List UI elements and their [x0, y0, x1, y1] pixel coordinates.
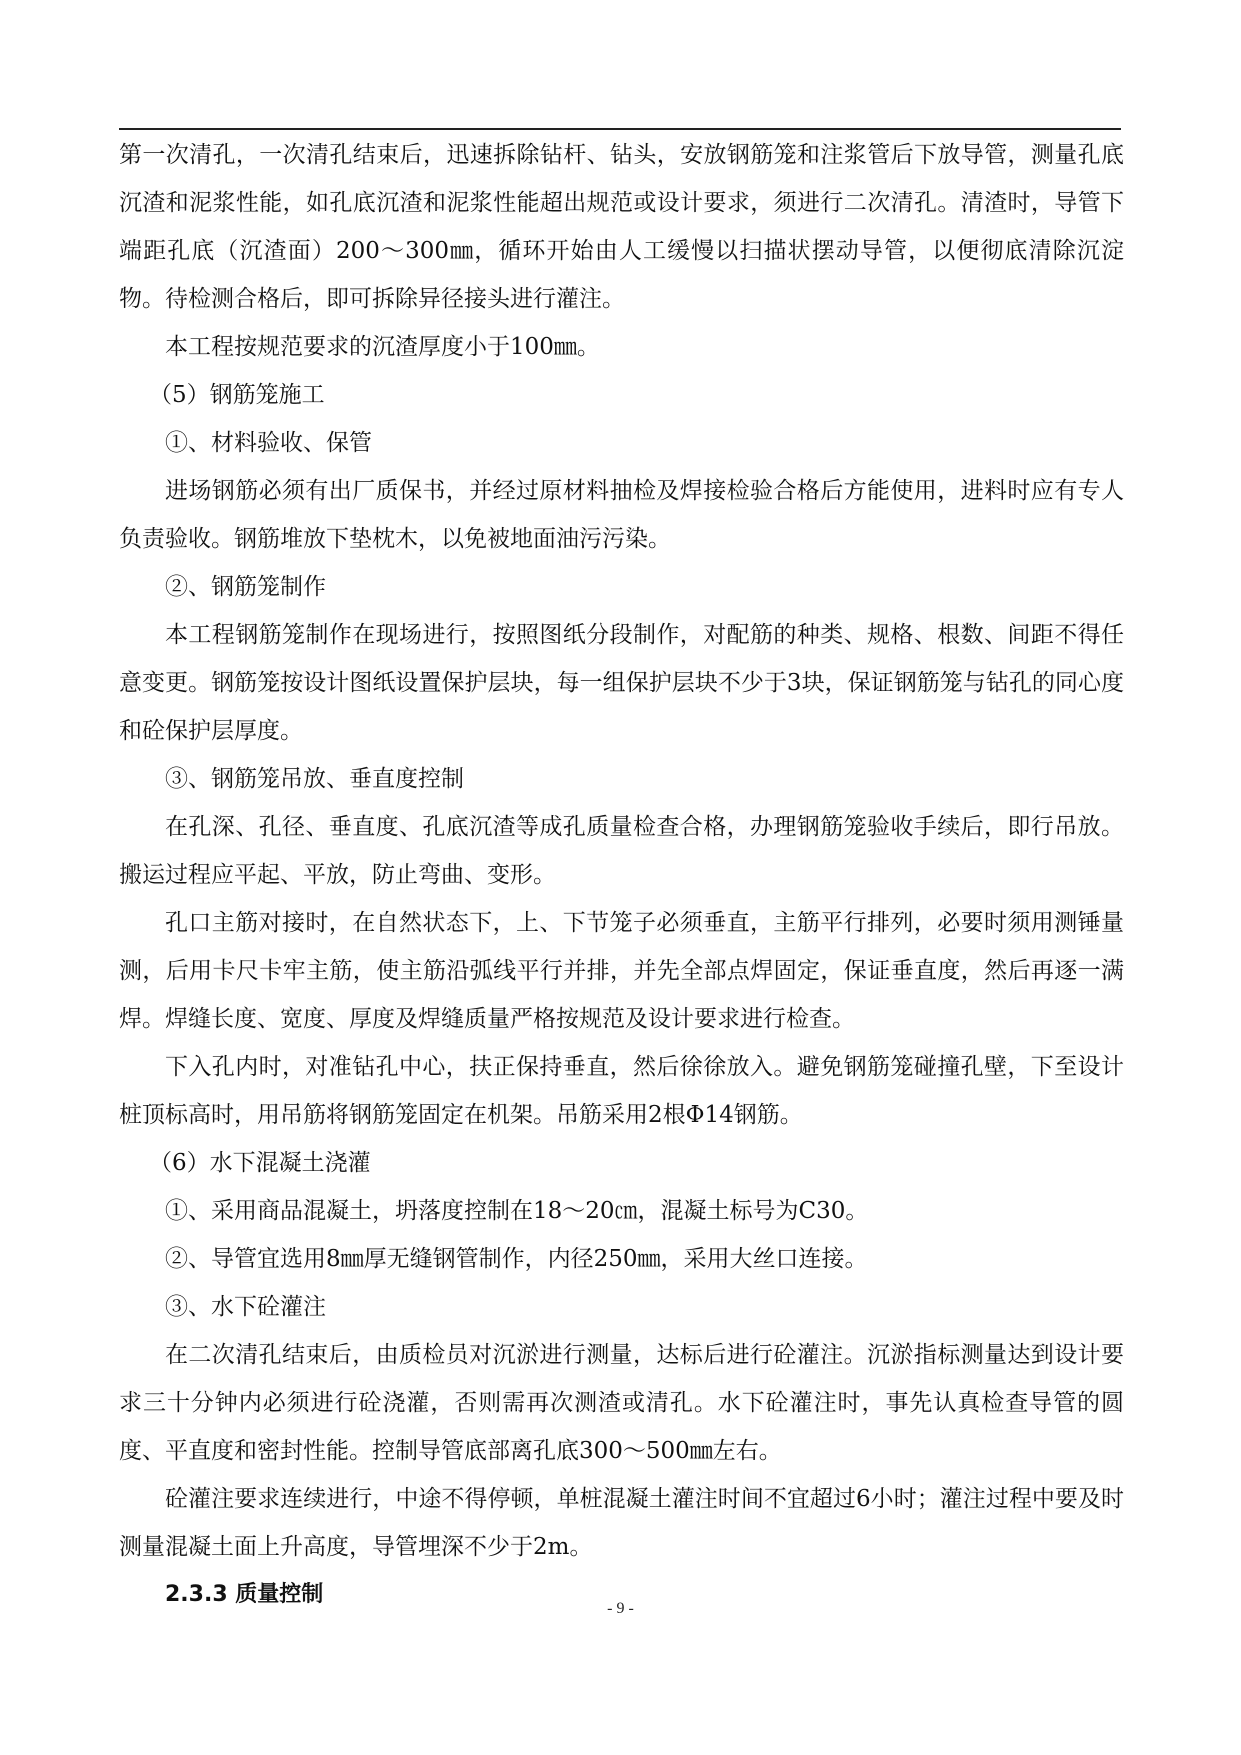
item-commercial-concrete: ①、采用商品混凝土，坍落度控制在18～20㎝，混凝土标号为C30。	[165, 1198, 869, 1224]
paragraph-continuation-first-cleaning: 第一次清孔，一次清孔结束后，迅速拆除钻杆、钻头，安放钢筋笼和注浆管后下放导管，测量孔底沉渣和泥浆性能，如孔底沉渣和泥浆性能超出规范或设计要求，须进行二次清孔。清渣时，导管下端距孔底（沉渣面）200～300㎜，循环开始由人工缓慢以扫描状摆动导管，以便彻底清除沉淀物。待检测合格后，即可拆除异径接头进行灌注。	[119, 142, 1124, 312]
item-heading-underwater-pouring: ③、水下砼灌注	[165, 1294, 326, 1320]
paragraph-sediment-thickness: 本工程按规范要求的沉渣厚度小于100㎜。	[165, 334, 600, 360]
page-number: - 9 -	[607, 1600, 634, 1617]
item-heading-cage-hoisting: ③、钢筋笼吊放、垂直度控制	[165, 766, 464, 792]
paragraph-material-acceptance: 进场钢筋必须有出厂质保书，并经过原材料抽检及焊接检验合格后方能使用，进料时应有专人负责验收。钢筋堆放下垫枕木，以免被地面油污污染。	[119, 478, 1124, 552]
header-rule	[119, 128, 1121, 130]
subheading-rebar-cage-construction: （5）钢筋笼施工	[149, 382, 325, 408]
paragraph-cage-fabrication: 本工程钢筋笼制作在现场进行，按照图纸分段制作，对配筋的种类、规格、根数、间距不得任意变更。钢筋笼按设计图纸设置保护层块，每一组保护层块不少于3块，保证钢筋笼与钻孔的同心度和砼保护层厚度。	[119, 622, 1124, 744]
item-tremie-pipe: ②、导管宜选用8㎜厚无缝钢管制作，内径250㎜，采用大丝口连接。	[165, 1246, 868, 1272]
paragraph-lowering-cage: 下入孔内时，对准钻孔中心，扶正保持垂直，然后徐徐放入。避免钢筋笼碰撞孔壁，下至设计桩顶标高时，用吊筋将钢筋笼固定在机架。吊筋采用2根Φ14钢筋。	[119, 1054, 1124, 1128]
paragraph-cage-hoisting: 在孔深、孔径、垂直度、孔底沉渣等成孔质量检查合格，办理钢筋笼验收手续后，即行吊放。搬运过程应平起、平放，防止弯曲、变形。	[119, 814, 1124, 888]
body-text	[119, 131, 1124, 1619]
item-heading-material-acceptance: ①、材料验收、保管	[165, 430, 372, 456]
paragraph-underwater-pouring: 在二次清孔结束后，由质检员对沉淤进行测量，达标后进行砼灌注。沉淤指标测量达到设计要求三十分钟内必须进行砼浇灌，否则需再次测渣或清孔。水下砼灌注时，事先认真检查导管的圆度、平直度和密封性能。控制导管底部离孔底300～500㎜左右。	[119, 1342, 1124, 1464]
subheading-underwater-concrete: （6）水下混凝土浇灌	[149, 1150, 371, 1176]
paragraph-main-bar-joint: 孔口主筋对接时，在自然状态下，上、下节笼子必须垂直，主筋平行排列，必要时须用测锤量测，后用卡尺卡牢主筋，使主筋沿弧线平行并排，并先全部点焊固定，保证垂直度，然后再逐一满焊。焊缝长度、宽度、厚度及焊缝质量严格按规范及设计要求进行检查。	[119, 910, 1124, 1032]
item-heading-cage-fabrication: ②、钢筋笼制作	[165, 574, 326, 600]
section-heading-quality-control: 2.3.3 质量控制	[165, 1582, 324, 1607]
paragraph-continuous-pouring: 砼灌注要求连续进行，中途不得停顿，单桩混凝土灌注时间不宜超过6小时；灌注过程中要及时测量混凝土面上升高度，导管埋深不少于2m。	[119, 1486, 1124, 1560]
